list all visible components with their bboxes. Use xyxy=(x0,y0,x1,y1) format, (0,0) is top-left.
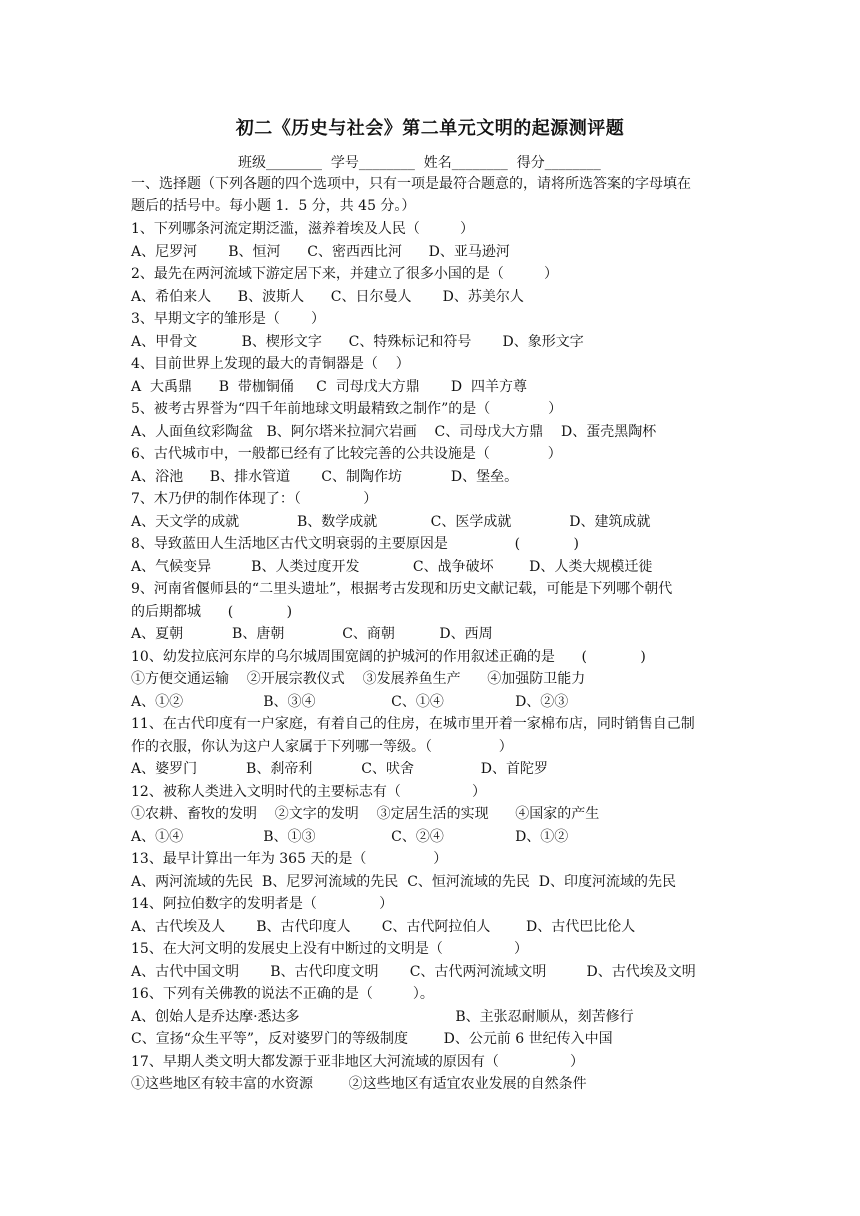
question-9-continued: 的后期都城 ( ) xyxy=(131,604,293,620)
question-4: 4、目前世界上发现的最大的青铜器是（ ） xyxy=(131,356,410,372)
question-16-options-cd: C、宣扬“众生平等”，反对婆罗门的等级制度 D、公元前 6 世纪传入中国 xyxy=(131,1031,613,1047)
section-heading: 一、选择题（下列各题的四个选项中，只有一项是最符合题意的，请将所选答案的字母填在 xyxy=(131,176,691,192)
question-1: 1、下列哪条河流定期泛滥，滋养着埃及人民（ ） xyxy=(131,221,474,237)
question-3: 3、早期文字的雏形是（ ） xyxy=(131,311,326,327)
question-5: 5、被考古界誉为“四千年前地球文明最精致之制作”的是（ ） xyxy=(131,401,563,417)
question-15: 15、在大河文明的发展史上没有中断过的文明是（ ） xyxy=(131,941,529,957)
question-12-statements: ①农耕、畜牧的发明 ②文字的发明 ③定居生活的实现 ④国家的产生 xyxy=(131,806,600,822)
question-17: 17、早期人类文明大都发源于亚非地区大河流域的原因有（ ） xyxy=(131,1054,585,1070)
question-10-statements: ①方便交通运输 ②开展宗教仪式 ③发展养鱼生产 ④加强防卫能力 xyxy=(131,671,586,687)
question-11: 11、在古代印度有一户家庭，有着自己的住房，在城市里开着一家棉布店，同时销售自己制 xyxy=(131,716,695,732)
question-15-options: A、古代中国文明 B、古代印度文明 C、古代两河流域文明 D、古代埃及文明 xyxy=(131,964,696,980)
question-3-options: A、甲骨文 B、楔形文字 C、特殊标记和符号 D、象形文字 xyxy=(131,334,584,350)
question-7-options: A、天文学的成就 B、数学成就 C、医学成就 D、建筑成就 xyxy=(131,514,651,530)
question-10-options: A、①② B、③④ C、①④ D、②③ xyxy=(131,694,569,710)
question-1-options: A、尼罗河 B、恒河 C、密西西比河 D、亚马逊河 xyxy=(131,244,510,260)
question-9: 9、河南省偃师县的“二里头遗址”，根据考古发现和历史文献记载，可能是下列哪个朝代 xyxy=(131,581,673,597)
question-13-options: A、两河流域的先民 B、尼罗河流域的先民 C、恒河流域的先民 D、印度河流域的先民 xyxy=(131,874,677,890)
question-8-options: A、气候变异 B、人类过度开发 C、战争破坏 D、人类大规模迁徙 xyxy=(131,559,653,575)
question-12-options: A、①④ B、①③ C、②④ D、①② xyxy=(131,829,569,845)
question-8: 8、导致蓝田人生活地区古代文明衰弱的主要原因是 ( ) xyxy=(131,536,579,552)
question-6-options: A、浴池 B、排水管道 C、制陶作坊 D、堡垒。 xyxy=(131,469,519,485)
question-12: 12、被称人类进入文明时代的主要标志有（ ） xyxy=(131,784,487,800)
question-17-statements: ①这些地区有较丰富的水资源 ②这些地区有适宜农业发展的自然条件 xyxy=(131,1076,587,1092)
section-instructions: 题后的括号中。每小题 1．5 分，共 45 分。） xyxy=(131,198,416,214)
question-14: 14、阿拉伯数字的发明者是（ ） xyxy=(131,896,394,912)
question-7: 7、木乃伊的制作体现了：（ ） xyxy=(131,491,378,507)
question-5-options: A、人面鱼纹彩陶盆 B、阿尔塔米拉洞穴岩画 C、司母戊大方鼎 D、蛋壳黑陶杯 xyxy=(131,424,657,440)
question-9-options: A、夏朝 B、唐朝 C、商朝 D、西周 xyxy=(131,626,493,642)
question-10: 10、幼发拉底河东岸的乌尔城周围宽阔的护城河的作用叙述正确的是 ( ) xyxy=(131,649,646,665)
question-6: 6、古代城市中，一般都已经有了比较完善的公共设施是（ ） xyxy=(131,446,562,462)
question-11-options: A、婆罗门 B、刹帝利 C、吠舍 D、首陀罗 xyxy=(131,761,548,777)
question-11-continued: 作的衣服，你认为这户人家属于下列哪一等级。（ ） xyxy=(131,739,513,755)
student-info-line: 班级________ 学号________ 姓名________ 得分________ xyxy=(238,155,601,171)
question-14-options: A、古代埃及人 B、古代印度人 C、古代阿拉伯人 D、古代巴比伦人 xyxy=(131,919,636,935)
question-13: 13、最早计算出一年为 365 天的是（ ） xyxy=(131,851,448,867)
question-2: 2、最先在两河流域下游定居下来，并建立了很多小国的是（ ） xyxy=(131,266,558,282)
question-16-options-ab: A、创始人是乔达摩·悉达多 B、主张忍耐顺从，刻苦修行 xyxy=(131,1009,634,1025)
question-16: 16、下列有关佛教的说法不正确的是（ ）。 xyxy=(131,986,434,1002)
question-2-options: A、希伯来人 B、波斯人 C、日尔曼人 D、苏美尔人 xyxy=(131,289,524,305)
document-title: 初二《历史与社会》第二单元文明的起源测评题 xyxy=(235,118,625,139)
question-4-options: A 大禹鼎 B 带枷铜俑 C 司母戊大方鼎 D 四羊方尊 xyxy=(131,379,528,395)
